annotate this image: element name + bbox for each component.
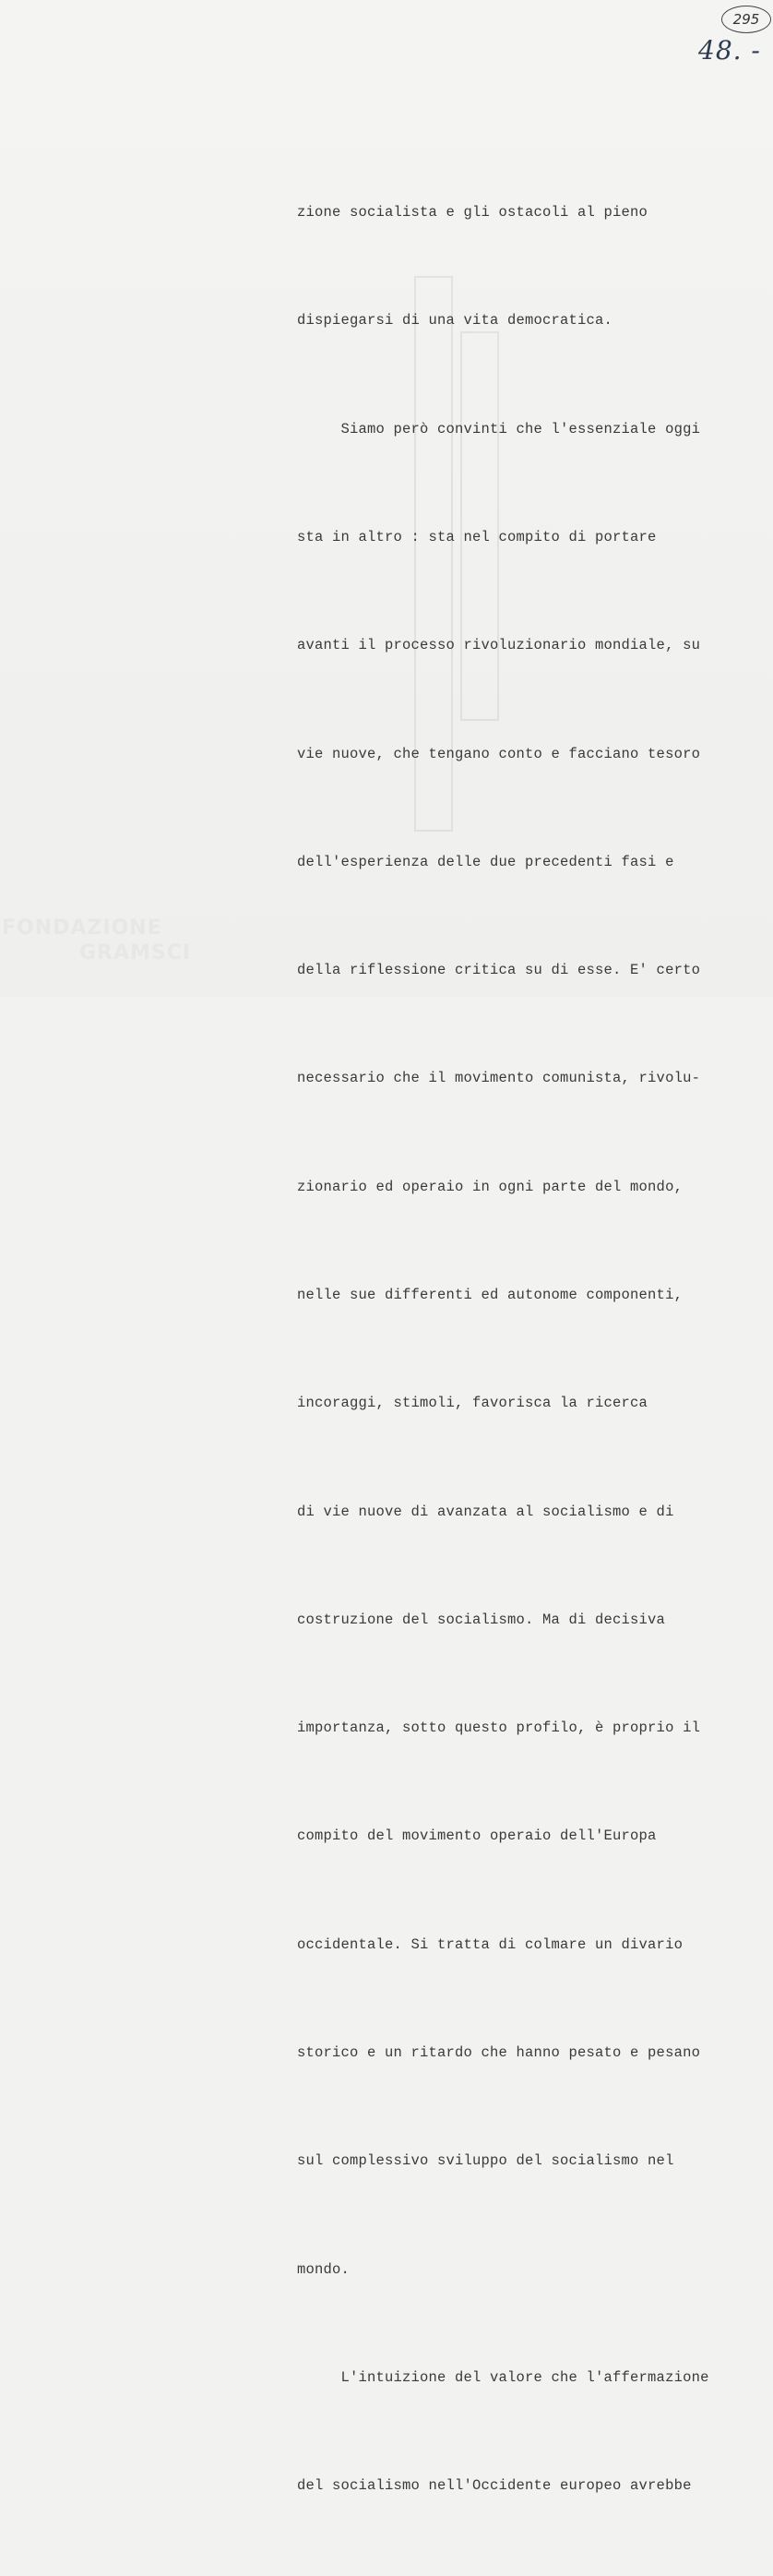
text-line: di vie nuove di avanzata al socialismo e di — [297, 1503, 674, 1520]
archive-stamp — [721, 6, 771, 33]
text-line: incoraggi, stimoli, favorisca la ricerca — [297, 1395, 648, 1412]
text-line: sta in altro : sta nel compito di portare — [297, 529, 657, 546]
stamp-number: 295 — [732, 11, 760, 28]
text-line: dispiegarsi di una vita democratica. — [297, 312, 613, 329]
body-text — [297, 123, 740, 2576]
text-line: vie nuove, che tengano conto e facciano tesoro — [297, 745, 701, 762]
text-line: occidentale. Si tratta di colmare un divario — [297, 1935, 684, 1953]
watermark-logo-line2: GRAMSCI — [79, 941, 192, 965]
text-line: Siamo però convinti che l'essenziale oggi — [297, 420, 701, 437]
text-line: mondo. — [297, 2260, 351, 2278]
text-line: nelle sue differenti ed autonome componenti, — [297, 1287, 684, 1303]
text-line: compito del movimento operaio dell'Europa — [297, 1827, 657, 1845]
text-line: del socialismo nell'Occidente europeo avrebbe — [297, 2477, 692, 2495]
page-number: 48. - — [698, 35, 761, 66]
text-line: costruzione del socialismo. Ma di decisiva — [297, 1611, 666, 1628]
text-line: storico e un ritardo che hanno pesato e pesano — [297, 2043, 701, 2061]
watermark-logo-line1: FONDAZIONE — [2, 917, 162, 940]
text-line: dell'esperienza delle due precedenti fasi e — [297, 853, 674, 870]
text-line: sul complessivo sviluppo del socialismo nel — [297, 2152, 674, 2170]
text-line: L'intuizione del valore che l'affermazione — [297, 2368, 709, 2386]
text-line: zionario ed operaio in ogni parte del mondo, — [297, 1178, 684, 1195]
text-line: avanti il processo rivoluzionario mondiale, su — [297, 637, 701, 654]
text-line: della riflessione critica su di esse. E' certo — [297, 962, 701, 979]
text-line: necessario che il movimento comunista, rivolu- — [297, 1070, 701, 1087]
text-line: zione socialista e gli ostacoli al pieno — [297, 204, 648, 222]
text-line: importanza, sotto questo profilo, è proprio il — [297, 1719, 701, 1737]
